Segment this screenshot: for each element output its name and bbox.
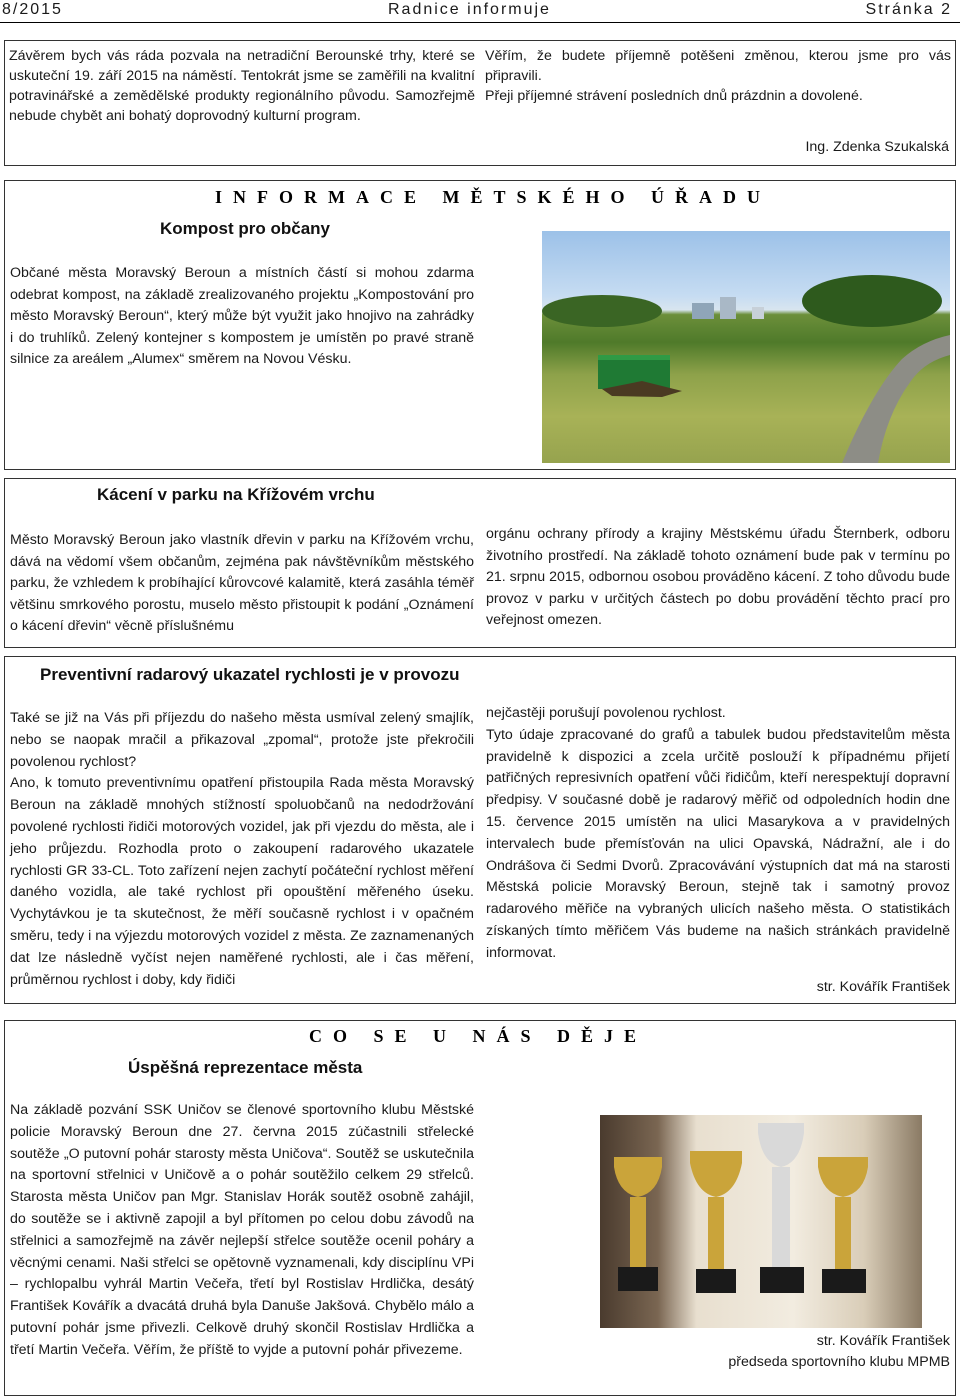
issue-number: 8/2015 — [2, 1, 63, 18]
radar-right-paragraph-2: Tyto údaje zpracované do grafů a tabulek budou představitelům města pravidelně k dispozici a zcela určitě poslouží k případnému přijetí patřičných represivních opatření vůči řidičům, kteří nerespektují dopravní předpisy. V současné době je radarový měřič od odpoledních hodin dne 15. července 2015 umístěn na ulici Masarykova a v pravidelných intervalech bude přemísťován na ulici Opavská, Nádražní, ale i do Ondrášova či Sedmi Dvorů. Zpracovávání výstupních dat má na starosti Městská policie Moravský Beroun, stejně tak i samotný provoz radarového měřiče na vybraných ulicích našeho města. O statistikách získaných tímto měřičem Vás budeme na našich stránkách pravidelně informovat. — [486, 726, 950, 961]
kompost-text: Občané města Moravský Beroun a místních částí si mohou zdarma odebrat kompost, na základě zrealizovaného projektu „Kompostování pro město Moravský Beroun“, který může být využit jako hnojivo na zahrádky i do truhlíků. Zelený kontejner s kompostem je umístěn po pravé straně silnice za areálem „Alumex“ směrem na Novou Vésku. — [10, 265, 474, 367]
radar-left-paragraph-2: Ano, k tomuto preventivnímu opatření přistoupila Rada města Moravský Beroun na základě mnohých stížností spoluobčanů na nedodržování povolené rychlosti řidiči motorových vozidel, jak při vjezdu do města, ale i jeho průjezdu. Rozhodla proto o zakoupení radarového ukazatele rychlosti GR 33-CL. Toto zařízení nejen zachytí počáteční rychlost měření daného vozidla, ale také rychlost při opouštění měřeného úseku. Vychytávkou je ta skutečnost, že měří současně rychlost i v opačném směru, tedy i na výjezdu motorových vozidel z města. Ze zaznamenaných dat lze následně vyčíst nejen naměřené rychlosti, ale i čas měření, průměrnou rychlost i doby, kdy řidiči — [10, 775, 474, 988]
intro-left-text: Závěrem bych vás ráda pozvala na netradiční Berounské trhy, které se uskuteční 19. září 2015 na náměstí. Tentokrát jsme se zaměřili na kvalitní potravinářské a zemědělské produkty regionálního původu. Samozřejmě nebude chybět ani bohatý doprovodný kulturní program. — [9, 48, 475, 124]
radar-left-column — [10, 708, 474, 991]
sport-title: Úspěšná reprezentace města — [128, 1058, 363, 1077]
intro-right-paragraph: Věřím, že budete příjemně potěšeni změnou, kterou jsme pro vás připravili. — [485, 48, 951, 84]
kompost-title: Kompost pro občany — [160, 219, 331, 238]
radar-right-column — [486, 703, 950, 965]
sport-signature-name: str. Kovářík František — [816, 1333, 950, 1349]
compost-photo — [542, 231, 950, 463]
intro-signature: Ing. Zdenka Szukalská — [805, 139, 949, 155]
trophies-photo — [600, 1115, 922, 1328]
kaceni-title: Kácení v parku na Křížovém vrchu — [97, 485, 375, 504]
page-label: Stránka 2 — [865, 1, 952, 18]
kaceni-right-text: orgánu ochrany přírody a krajiny Městskému úřadu Šternberk, odboru životního prostředí. Na základě tohoto oznámení bude pak v termínu po 21. srpnu 2015, odbornou osobou prováděno kácení. Z toho důvodu bude provoz v parku v určitých částech po dobu provádění těchto prací pro veřejnost omezen. — [486, 526, 950, 628]
radar-left-paragraph-1: Také se již na Vás při příjezdu do našeho města usmíval zelený smajlík, nebo se naopak mračil a přikazoval „zpomal“, protože jste překročili povolenou rychlost? — [10, 710, 474, 770]
kaceni-left-text: Město Moravský Beroun jako vlastník dřevin v parku na Křížovém vrchu, dává na vědomí všem občanům, zejména pak návštěvníkům městského parku, že vzhledem k probíhající kůrovcové kalamitě, která zasáhla téměř většinu smrkového porostu, muselo město přistoupit k podání „Oznámení o kácení dřevin“ věcně příslušnému — [10, 532, 474, 634]
radar-title: Preventivní radarový ukazatel rychlosti je v provozu — [40, 665, 460, 684]
intro-right-column — [485, 46, 951, 106]
trophies-photo-graphic — [600, 1115, 922, 1328]
newsletter-title: Radnice informuje — [388, 1, 551, 18]
sport-text: Na základě pozvání SSK Uničov se členové sportovního klubu Městské policie Moravský Beroun dne 27. června 2015 zúčastnili střelecké soutěže „O putovní pohár starosty města Uničova“. Soutěž se uskutečnila na sportovní střelnici v Uničově a o pohár soutěžilo celkem 29 střelců. Starosta města Uničov pan Mgr. Stanislav Horák soutěž osobně zahájil, do soutěže se i aktivně zapojil a byl přítomen po celou dobu závodů na střelnici a samozřejmě na závěr nejlepší střelce soutěže ocenil poháry a věcnými cenami. Naši střelci se opětovně vyznamenali, kdy disciplínu VPi – rychlopalbu vyhrál Martin Večeřa, třetí byl Rostislav Hrdlička, desátý František Kovářík a dvacátá druhá byla Danuše Jakšová. Chybělo málo a putovní pohár jsme přivezli. Celkově druhý skončil Rostislav Hrdlička a třetí Martin Večeřa. Věřím, že příště to vyjde a putovní pohár přivezeme. — [10, 1102, 474, 1358]
radar-signature: str. Kovářík František — [816, 979, 950, 995]
intro-right-wishes: Přeji příjemné strávení posledních dnů prázdnin a dovolené. — [485, 88, 863, 104]
compost-photo-graphic — [542, 231, 950, 463]
section-title-informace: INFORMACE MĚTSKÉHO ÚŘADU — [215, 187, 772, 207]
section-title-co-se-deje: CO SE U NÁS DĚJE — [309, 1026, 648, 1046]
intro-box — [4, 40, 956, 166]
page-header — [0, 0, 960, 23]
radar-right-paragraph-1: nejčastěji porušují povolenou rychlost. — [486, 705, 726, 721]
sport-signature-role: předseda sportovního klubu MPMB — [728, 1354, 950, 1370]
